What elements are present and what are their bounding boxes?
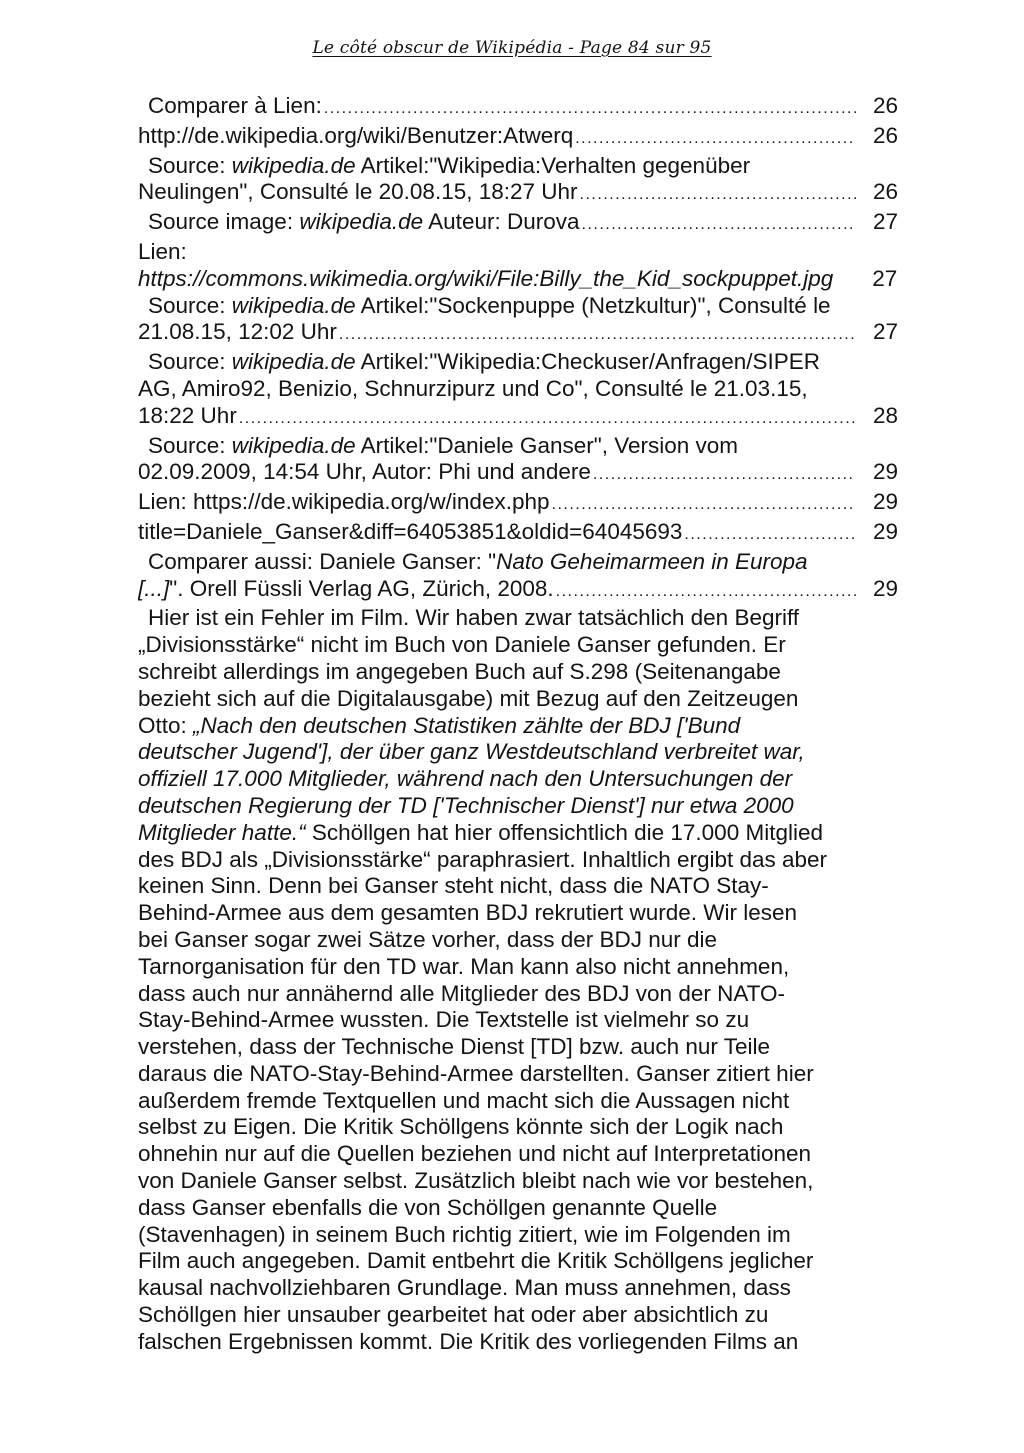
body-line — [138, 713, 862, 740]
body-line: Behind-Armee aus dem gesamten BDJ rekrutiert wurde. Wir lesen — [138, 900, 798, 926]
toc-leader-dots — [593, 462, 856, 489]
toc-book-title-ellipsis: [...] — [138, 575, 170, 601]
toc-source-site: wikipedia.de — [231, 432, 356, 458]
toc-page-number: 29 — [872, 518, 898, 544]
toc-book-title: Nato Geheimarmeen in Europa — [496, 548, 808, 574]
body-line: Schöllgen hier unsauber gearbeitet hat oder aber absichtlich zu — [138, 1302, 769, 1328]
toc-page-number: 27 — [872, 319, 898, 345]
body-line: dass Ganser ebenfalls die von Schöllgen genannte Quelle — [138, 1194, 718, 1220]
toc-leader-dots — [575, 126, 856, 153]
toc-book-prefix: Comparer aussi: Daniele Ganser: " — [148, 548, 497, 574]
body-line: dass auch nur annähernd alle Mitglieder des BDJ von der NATO- — [138, 980, 786, 1006]
body-line: (Stavenhagen) in seinem Buch richtig zitiert, wie im Folgenden im — [138, 1221, 791, 1247]
toc-entry-text — [148, 209, 580, 236]
toc-entry-line — [138, 349, 898, 376]
toc-entry — [138, 209, 898, 239]
body-line: daraus die NATO-Stay-Behind-Armee darstellten. Ganser zitiert hier — [138, 1060, 814, 1086]
toc-leader-dots — [582, 212, 857, 239]
toc-entry-line — [138, 549, 898, 576]
body-line: schreibt allerdings im angegeben Buch auf S.298 (Seitenangabe — [138, 658, 781, 684]
body-line — [138, 793, 862, 820]
toc-source-site: wikipedia.de — [231, 349, 356, 375]
body-line: außerdem fremde Textquellen und macht sich die Aussagen nicht — [138, 1087, 790, 1113]
toc-leader-dots — [552, 492, 856, 519]
toc-source-prefix: Source: — [148, 349, 232, 375]
toc-entry-text: 18:22 Uhr — [138, 402, 237, 428]
body-text-plain: Schöllgen hat hier offensichtlich die 17.000 Mitglied — [305, 819, 823, 845]
toc-entry — [138, 489, 898, 519]
toc-entry — [138, 519, 898, 549]
toc-entry-line: AG, Amiro92, Benizio, Schnurzipurz und Co", Consulté le 21.03.15, — [138, 375, 808, 401]
toc-entry — [138, 266, 898, 293]
toc-source-prefix: Source: — [148, 152, 232, 178]
body-line — [138, 739, 862, 766]
toc-leader-dots — [580, 182, 856, 209]
toc-page-number: 27 — [872, 209, 898, 235]
body-line: Film auch angegeben. Damit entbehrt die Kritik Schöllgens jeglicher — [138, 1248, 814, 1274]
toc-page-number: 29 — [872, 489, 898, 515]
toc-source-article: Artikel:"Sockenpuppe (Netzkultur)", Consulté le — [355, 292, 831, 318]
body-line: bei Ganser sogar zwei Sätze vorher, dass der BDJ nur die — [138, 926, 718, 952]
toc-entry-line — [138, 293, 898, 320]
toc-entry-line: Lien: — [138, 238, 187, 264]
toc-source-site: wikipedia.de — [299, 209, 424, 235]
toc-leader-dots — [339, 322, 856, 349]
body-line: Tarnorganisation für den TD war. Man kann also nicht annehmen, — [138, 953, 790, 979]
body-line — [138, 766, 862, 793]
toc-leader-dots — [556, 579, 856, 606]
body-line: Hier ist ein Fehler im Film. Wir haben zwar tatsächlich den Begriff — [148, 605, 800, 631]
page-header — [0, 38, 1024, 58]
toc-source-site: wikipedia.de — [231, 152, 356, 178]
body-text-plain: Otto: — [138, 712, 194, 738]
body-quote: Mitglieder hatte.“ — [138, 819, 306, 845]
body-line: kausal nachvollziehbaren Grundlage. Man muss annehmen, dass — [138, 1275, 791, 1301]
toc-page-number: 26 — [872, 179, 898, 205]
body-line: „Divisionsstärke“ nicht im Buch von Daniele Ganser gefunden. Er — [138, 632, 786, 658]
toc-page-number: 29 — [872, 575, 898, 601]
toc-page-number: 28 — [872, 402, 898, 428]
toc-entry-text: Neulingen", Consulté le 20.08.15, 18:27 Uhr — [138, 179, 578, 205]
toc-entry-text: title=Daniele_Ganser&diff=64053851&oldid=64045693 — [138, 518, 683, 544]
toc-entry-text: 21.08.15, 12:02 Uhr — [138, 319, 337, 345]
body-line: von Daniele Ganser selbst. Zusätzlich bleibt nach wie vor bestehen, — [138, 1168, 814, 1194]
toc-book-publisher: ". Orell Füssli Verlag AG, Zürich, 2008. — [169, 575, 554, 601]
body-line: keinen Sinn. Denn bei Ganser steht nicht, dass die NATO Stay- — [138, 873, 769, 899]
toc-entry-text: 02.09.2009, 14:54 Uhr, Autor: Phi und andere — [138, 459, 591, 485]
toc-entry — [138, 93, 898, 123]
toc-page-number: 26 — [872, 93, 898, 118]
document-content — [138, 93, 898, 1356]
body-quote: offiziell 17.000 Mitglieder, während nach den Untersuchungen der — [138, 766, 793, 792]
toc-entry-line — [138, 153, 898, 180]
toc-page-number: 29 — [872, 459, 898, 485]
toc-entry-text — [138, 576, 554, 603]
toc-entry — [138, 179, 898, 209]
toc-entry — [138, 403, 898, 433]
toc-leader-dots — [324, 96, 856, 123]
toc-page-number: 26 — [872, 122, 898, 148]
toc-source-article: Artikel:"Wikipedia:Checkuser/Anfragen/SIPER — [355, 349, 821, 375]
toc-entry-text: Lien: https://de.wikipedia.org/w/index.php — [138, 489, 550, 515]
toc-page-number: 27 — [872, 265, 898, 291]
toc-source-prefix: Source: — [148, 292, 232, 318]
toc-source-author: Auteur: Durova — [423, 209, 580, 235]
body-paragraph — [138, 605, 862, 1355]
toc-entry-text: http://de.wikipedia.org/wiki/Benutzer:Atwerq — [138, 122, 574, 148]
toc-entry-line — [138, 433, 898, 460]
toc-source-site: wikipedia.de — [231, 292, 356, 318]
body-line: selbst zu Eigen. Die Kritik Schöllgens könnte sich der Logik nach — [138, 1114, 784, 1140]
body-line: des BDJ als „Divisionsstärke“ paraphrasiert. Inhaltlich ergibt das aber — [138, 846, 828, 872]
body-quote: „Nach den deutschen Statistiken zählte der BDJ ['Bund — [193, 712, 741, 738]
body-line: falschen Ergebnissen kommt. Die Kritik des vorliegenden Films an — [138, 1328, 799, 1354]
toc-source-article: Artikel:"Wikipedia:Verhalten gegenüber — [355, 152, 751, 178]
body-line — [138, 820, 862, 847]
toc-entry — [138, 459, 898, 489]
toc-entry — [138, 576, 898, 606]
body-line: verstehen, dass der Technische Dienst [TD] bzw. auch nur Teile — [138, 1034, 770, 1060]
body-line: Stay-Behind-Armee wussten. Die Textstelle ist vielmehr so zu — [138, 1007, 750, 1033]
toc-entry-text: Comparer à Lien: — [148, 93, 322, 118]
toc-source-prefix: Source: — [148, 432, 232, 458]
toc-leader-dots — [684, 522, 856, 549]
body-quote: deutscher Jugend'], der über ganz Westdeutschland verbreitet war, — [138, 739, 805, 765]
toc-entry — [138, 319, 898, 349]
toc-leader-dots — [239, 406, 856, 433]
toc-entry — [138, 123, 898, 153]
body-quote: deutschen Regierung der TD ['Technischer Dienst'] nur etwa 2000 — [138, 792, 794, 818]
toc-entry-url: https://commons.wikimedia.org/wiki/File:Billy_the_Kid_sockpuppet.jpg — [138, 265, 834, 291]
page-header-title: Le côté obscur de Wikipédia - Page 84 sur 95 — [312, 38, 712, 58]
toc-source-prefix: Source image: — [148, 209, 300, 235]
toc-source-article: Artikel:"Daniele Ganser", Version vom — [355, 432, 739, 458]
body-line: ohnehin nur auf die Quellen beziehen und nicht auf Interpretationen — [138, 1141, 812, 1167]
body-line: bezieht sich auf die Digitalausgabe) mit Bezug auf den Zeitzeugen — [138, 685, 799, 711]
